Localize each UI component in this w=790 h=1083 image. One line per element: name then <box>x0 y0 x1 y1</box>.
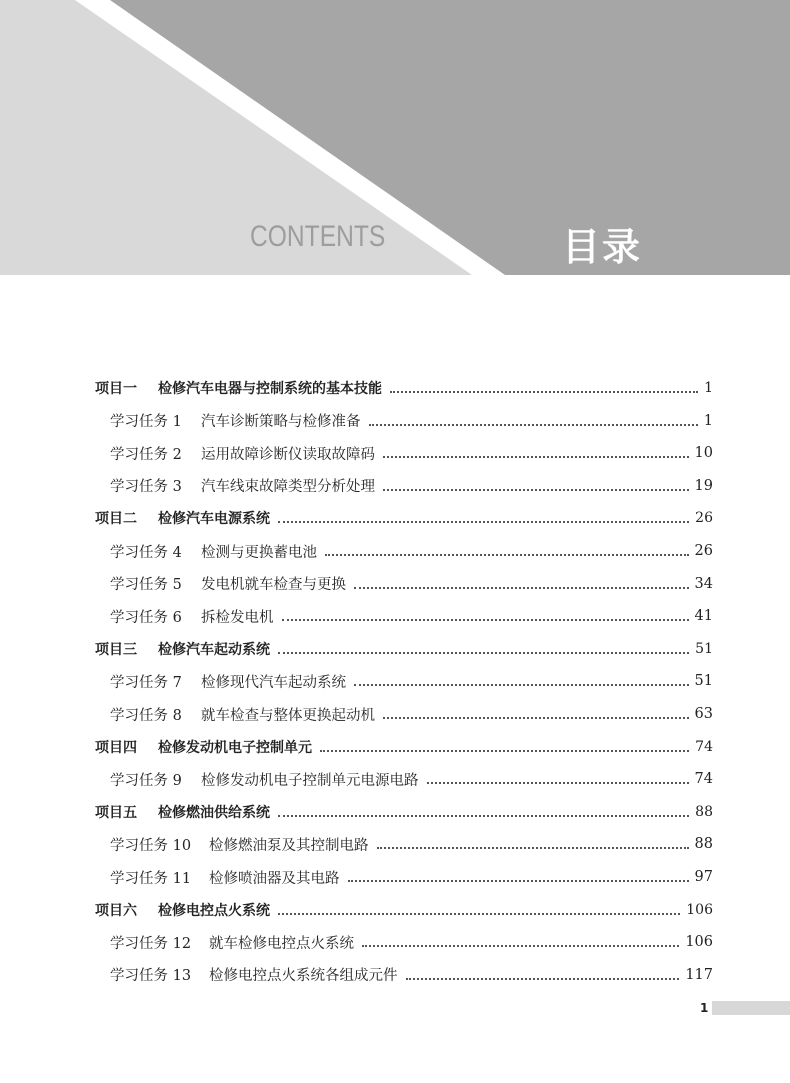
toc-page-number: 51 <box>695 640 713 657</box>
toc-entry-title: 发电机就车检查与更换 <box>201 577 346 594</box>
toc-entry-title: 检测与更换蓄电池 <box>201 544 317 561</box>
toc-task-row[interactable] <box>0 930 790 954</box>
toc-page-number: 1 <box>703 412 713 429</box>
toc-leader-dots <box>377 847 689 849</box>
toc-entry-title: 汽车诊断策略与检修准备 <box>201 414 361 431</box>
toc-page-number: 74 <box>695 738 713 755</box>
toc-entry-title: 检修燃油泵及其控制电路 <box>209 837 369 854</box>
toc-entry-title: 检修发动机电子控制单元 <box>158 739 312 756</box>
toc-entry-title: 检修汽车电源系统 <box>158 511 270 528</box>
toc-project-row[interactable] <box>0 506 790 530</box>
toc-leader-dots <box>354 684 689 686</box>
header-banner-shapes <box>0 0 790 275</box>
toc-leader-dots <box>278 913 680 915</box>
toc-page-number: 41 <box>694 608 713 625</box>
toc-leader-dots <box>383 717 689 719</box>
footer-bar <box>712 1001 790 1015</box>
toc-entry-label: 项目三 <box>95 641 137 658</box>
toc-task-row[interactable] <box>0 669 790 693</box>
toc-entry-label: 学习任务 5 <box>110 577 182 594</box>
toc-leader-dots <box>278 815 689 817</box>
toc-entry-title: 检修汽车电器与控制系统的基本技能 <box>158 381 382 397</box>
toc-leader-dots <box>390 391 698 393</box>
toc-task-row[interactable] <box>0 702 790 726</box>
toc-page-number: 19 <box>694 477 713 494</box>
toc-page-number: 26 <box>695 510 713 527</box>
toc-entry-label: 学习任务 4 <box>110 544 182 561</box>
toc-entry-label: 学习任务 8 <box>110 707 182 724</box>
toc-entry-title: 运用故障诊断仪读取故障码 <box>201 446 375 463</box>
page-number: 1 <box>700 1001 709 1015</box>
toc-entry-label: 项目六 <box>95 902 137 919</box>
toc-entry-title: 拆检发电机 <box>201 609 274 626</box>
toc-page-number: 10 <box>694 445 713 462</box>
toc-task-row[interactable] <box>0 963 790 987</box>
toc-entry-label: 学习任务 11 <box>110 870 192 887</box>
toc-entry-label: 学习任务 7 <box>110 674 182 691</box>
toc-leader-dots <box>282 619 689 621</box>
toc-page-number: 97 <box>694 869 713 885</box>
toc-entry-title: 检修喷油器及其电路 <box>209 870 340 887</box>
toc-task-row[interactable] <box>0 474 790 498</box>
toc-entry-title: 就车检查与整体更换起动机 <box>201 707 375 724</box>
toc-project-row[interactable] <box>0 637 790 661</box>
toc-task-row[interactable] <box>0 604 790 628</box>
toc-leader-dots <box>406 978 680 980</box>
toc-page-number: 34 <box>694 575 713 592</box>
toc-page-number: 106 <box>685 934 713 951</box>
toc-leader-dots <box>278 521 689 523</box>
toc-project-row[interactable] <box>0 376 790 400</box>
toc-entry-title: 检修现代汽车起动系统 <box>201 674 346 691</box>
toc-entry-label: 项目四 <box>95 739 137 756</box>
toc-page-number: 88 <box>694 836 713 853</box>
toc-entry-title: 检修电控点火系统 <box>158 902 270 919</box>
toc-task-row[interactable] <box>0 409 790 433</box>
toc-page-number: 63 <box>694 706 713 722</box>
toc-task-row[interactable] <box>0 441 790 465</box>
toc-page-number: 74 <box>694 771 713 788</box>
toc-leader-dots <box>278 652 689 654</box>
toc-leader-dots <box>427 782 689 784</box>
header-banner <box>0 0 790 275</box>
english-title: CONTENTS <box>250 220 386 253</box>
toc-entry-label: 学习任务 12 <box>110 935 192 952</box>
toc-page-number: 117 <box>685 966 713 983</box>
chinese-title: 目录 <box>562 225 643 269</box>
toc-leader-dots <box>354 587 689 589</box>
toc-entry-label: 学习任务 3 <box>110 479 182 496</box>
toc-entry-label: 学习任务 1 <box>110 414 182 431</box>
toc-leader-dots <box>325 554 689 556</box>
toc-page-number: 106 <box>686 901 713 918</box>
toc-page-number: 51 <box>694 673 713 690</box>
toc-page-number: 88 <box>695 803 713 820</box>
toc-entry-label: 项目五 <box>95 804 137 821</box>
toc-entry-label: 学习任务 2 <box>110 446 182 463</box>
toc-project-row[interactable] <box>0 800 790 824</box>
toc-page-number: 1 <box>704 380 713 396</box>
toc-leader-dots <box>369 424 698 426</box>
toc-entry-label: 学习任务 13 <box>110 968 192 985</box>
toc-entry-title: 检修燃油供给系统 <box>158 804 270 821</box>
toc-entry-label: 项目一 <box>95 381 137 397</box>
toc-entry-label: 项目二 <box>95 511 137 528</box>
toc-leader-dots <box>383 489 689 491</box>
toc-leader-dots <box>383 456 689 458</box>
toc-project-row[interactable] <box>0 898 790 922</box>
toc-leader-dots <box>362 945 679 947</box>
toc-task-row[interactable] <box>0 539 790 563</box>
toc-project-row[interactable] <box>0 735 790 759</box>
toc-entry-label: 学习任务 10 <box>110 837 192 854</box>
toc-entry-title: 检修电控点火系统各组成元件 <box>209 968 398 985</box>
toc-entry-title: 就车检修电控点火系统 <box>209 935 354 952</box>
toc-task-row[interactable] <box>0 572 790 596</box>
toc-entry-title: 检修发动机电子控制单元电源电路 <box>201 772 419 789</box>
toc-task-row[interactable] <box>0 865 790 889</box>
toc-task-row[interactable] <box>0 832 790 856</box>
toc-page-number: 26 <box>694 543 713 559</box>
toc-entry-title: 汽车线束故障类型分析处理 <box>201 479 375 496</box>
toc-task-row[interactable] <box>0 767 790 791</box>
toc-entry-label: 学习任务 9 <box>110 772 182 789</box>
toc-entry-title: 检修汽车起动系统 <box>158 641 270 658</box>
toc-leader-dots <box>320 750 689 752</box>
toc-leader-dots <box>348 880 689 882</box>
toc-entry-label: 学习任务 6 <box>110 609 182 626</box>
